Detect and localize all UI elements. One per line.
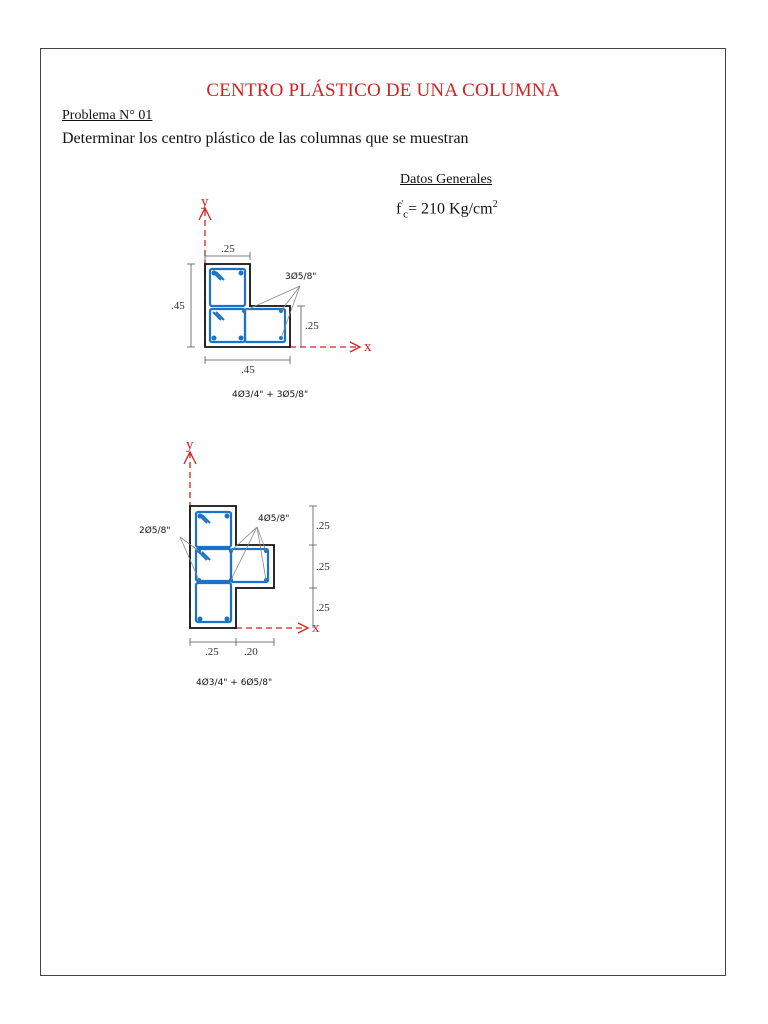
bar-label-right: 4Ø5/8" <box>258 514 290 524</box>
leader-line <box>231 527 257 580</box>
leader-line <box>231 527 257 551</box>
fc-prime: ' <box>401 199 404 210</box>
reinforcement-summary-1: 4Ø3/4" + 3Ø5/8" <box>232 390 309 400</box>
column-section-2 <box>139 437 330 688</box>
problem-label: Problema N° 01 <box>62 108 153 123</box>
rebar <box>212 271 217 276</box>
leader-line <box>244 286 300 311</box>
rebar <box>239 336 244 341</box>
dim-r3: .25 <box>316 602 330 614</box>
fc-sub: c <box>403 208 409 221</box>
x-axis-label: x <box>364 339 372 355</box>
rebar <box>239 271 244 276</box>
dim-r1: .25 <box>316 520 330 532</box>
rebar <box>225 514 230 519</box>
document-title: CENTRO PLÁSTICO DE UNA COLUMNA <box>206 80 560 101</box>
rebar <box>198 617 203 622</box>
leader-line <box>257 527 266 551</box>
y-axis-label: y <box>186 437 194 453</box>
stirrup <box>231 549 268 582</box>
dim-b2: .20 <box>244 646 258 658</box>
column-section-1 <box>171 194 372 400</box>
dim-r2: .25 <box>316 561 330 573</box>
rebar <box>212 336 217 341</box>
dim-top: .25 <box>221 243 235 255</box>
rebar <box>198 514 203 519</box>
datos-generales-heading: Datos Generales <box>400 172 493 187</box>
y-axis-label: y <box>201 194 209 210</box>
dim-b1: .25 <box>205 646 219 658</box>
stirrup <box>245 309 285 342</box>
fc-base: f <box>396 200 402 218</box>
dim-right: .25 <box>305 320 319 332</box>
x-axis-label: x <box>312 620 320 636</box>
problem-statement: Determinar los centro plástico de las columnas que se muestran <box>62 130 469 147</box>
bar-label: 3Ø5/8" <box>285 272 317 282</box>
fc-exponent: 2 <box>492 199 498 210</box>
leader-line <box>257 527 266 580</box>
dim-left: .45 <box>171 300 185 312</box>
fc-value: = 210 Kg/cm <box>408 200 493 218</box>
bar-label-left: 2Ø5/8" <box>139 526 171 536</box>
stirrup <box>196 583 231 622</box>
rebar <box>225 617 230 622</box>
reinforcement-summary-2: 4Ø3/4" + 6Ø5/8" <box>196 678 273 688</box>
dim-bottom: .45 <box>241 364 255 376</box>
